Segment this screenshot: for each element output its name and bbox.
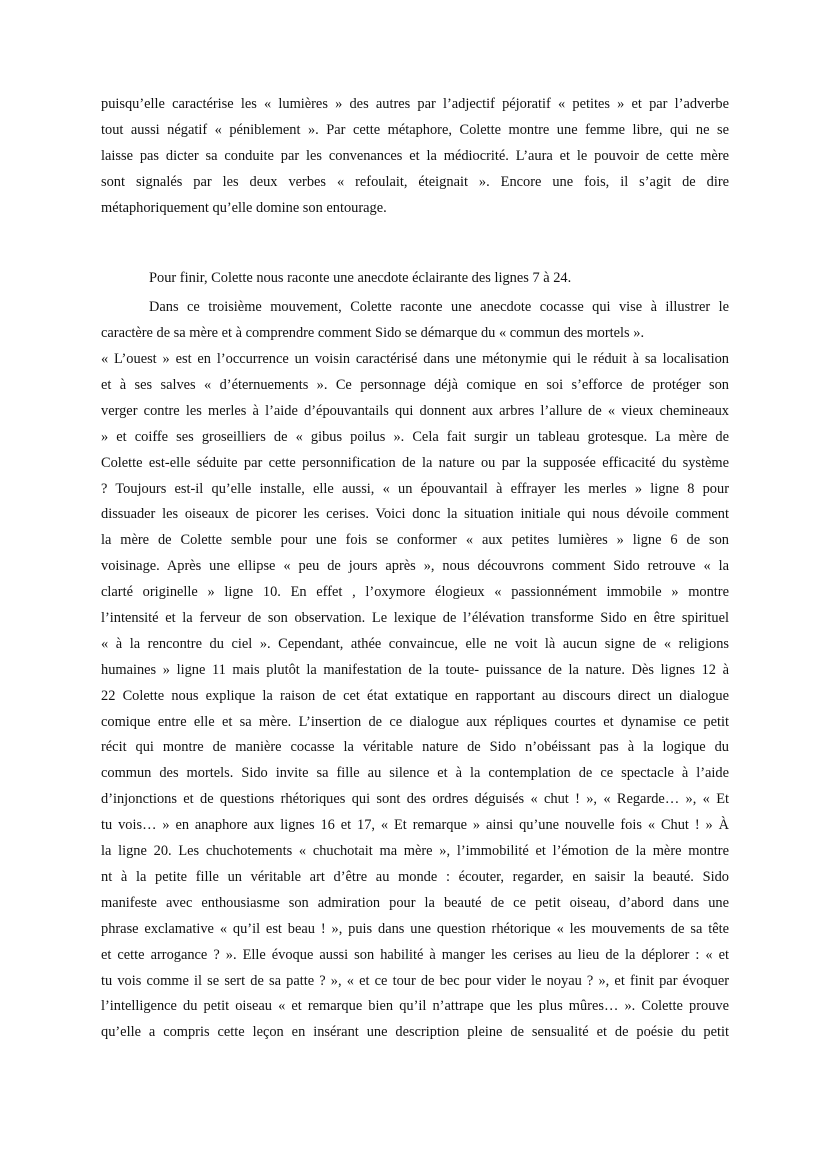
text-line: tu vois… » en anaphore aux lignes 16 et 17, « Et remarque » ainsi qu’une nouvelle fois « Chut ! » À xyxy=(101,817,729,834)
document-page xyxy=(101,92,729,1046)
text-line: puisqu’elle caractérise les « lumières » des autres par l’adjectif péjoratif « petites » et par l’adverbe xyxy=(101,96,729,112)
text-line: métaphoriquement qu’elle domine son entourage. xyxy=(101,199,387,216)
text-line: l’intelligence du petit oiseau « et remarque bien qu’il n’attrape que les plus mûres… ». Colette prouve xyxy=(101,998,729,1015)
paragraph-3 xyxy=(101,295,729,1046)
text-line: phrase exclamative « qu’il est beau ! », puis dans une question rhétorique « les mouvements de sa tête xyxy=(101,920,729,937)
text-line: et cette arrogance ? ». Elle évoque aussi son habilité à manger les cerises au lieu de la déplorer : « et xyxy=(101,946,729,963)
text-line: d’injonctions et de questions rhétoriques qui sont des ordres déguisés « chut ! », « Regarde… », « Et xyxy=(101,791,729,808)
text-line: voisinage. Après une ellipse « peu de jours après », nous découvrons comment Sido retrouve « la xyxy=(101,558,729,575)
text-line: l’intensité et la ferveur de son observation. Le lexique de l’élévation transforme Sido en être spirituel xyxy=(101,610,729,627)
text-line: Colette est-elle séduite par cette personnification de la nature ou par la supposée efficacité du système xyxy=(101,454,729,471)
text-line: qu’elle a compris cette leçon en insérant une description pleine de sensualité et de poésie du petit xyxy=(101,1024,729,1041)
text-line: clarté originelle » ligne 10. En effet , l’oxymore élogieux « passionnément immobile » montre xyxy=(101,584,729,601)
text-line: humaines » ligne 11 mais plutôt la manifestation de la toute- puissance de la nature. Dès lignes 12 à xyxy=(101,661,729,678)
text-line: la mère de Colette semble pour une fois se conformer « aux petites lumières » ligne 6 de son xyxy=(101,532,729,549)
text-line: la ligne 20. Les chuchotements « chuchotait ma mère », l’immobilité et l’émotion de la mère montre xyxy=(101,843,729,860)
text-line: 22 Colette nous explique la raison de cet état extatique en rapportant au discours direct un dialogue xyxy=(101,687,729,704)
text-line: Dans ce troisième mouvement, Colette raconte une anecdote cocasse qui vise à illustrer le xyxy=(149,299,729,316)
text-line: ? Toujours est-il qu’elle installe, elle aussi, « un épouvantail à effrayer les merles » ligne 8 pour xyxy=(101,480,729,497)
text-line: sont signalés par les deux verbes « refoulait, éteignait ». Encore une fois, il s’agit de dire xyxy=(101,173,729,190)
text-line: Pour finir, Colette nous raconte une anecdote éclairante des lignes 7 à 24. xyxy=(149,270,572,287)
text-line: dissuader les oiseaux de picorer les cerises. Voici donc la situation initiale qui nous dévoile comment xyxy=(101,506,729,523)
text-line: » et coiffe ses groseilliers de « gibus poilus ». Cela fait surgir un tableau grotesque. La mère de xyxy=(101,428,729,445)
text-line: et à ses salves « d’éternuements ». Ce personnage déjà comique en soi s’efforce de protéger son xyxy=(101,377,729,394)
text-line: comique entre elle et sa mère. L’insertion de ce dialogue aux répliques courtes et dynamise ce petit xyxy=(101,713,729,730)
text-line: « à la rencontre du ciel ». Cependant, athée convaincue, elle ne voit là aucun signe de « religions xyxy=(101,635,729,652)
text-line: tu vois comme il se sert de sa patte ? », « et ce tour de bec pour vider le noyau ? », et finit par évoquer xyxy=(101,972,729,989)
paragraph-1 xyxy=(101,92,729,221)
text-line: « L’ouest » est en l’occurrence un voisin caractérisé dans une métonymie qui le réduit à sa localisation xyxy=(101,351,729,368)
text-line: verger contre les merles à l’aide d’épouvantails qui donnent aux arbres l’allure de « vieux chemineaux xyxy=(101,402,729,419)
text-line: tout aussi négatif « péniblement ». Par cette métaphore, Colette montre une femme libre, qui ne se xyxy=(101,121,729,138)
paragraph-2 xyxy=(101,266,729,292)
text-line: nt à la petite fille un véritable art d’être au monde : écouter, regarder, en saisir la beauté. Sido xyxy=(101,868,729,885)
text-line: récit qui montre de manière cocasse la véritable nature de Sido n’obéissant pas à la logique du xyxy=(101,739,729,756)
text-line: laisse pas dicter sa conduite par les convenances et la médiocrité. L’aura et le pouvoir de cette mère xyxy=(101,147,729,164)
text-line: caractère de sa mère et à comprendre comment Sido se démarque du « commun des mortels ». xyxy=(101,325,645,342)
text-line: manifeste avec enthousiasme son admiration pour la beauté de ce petit oiseau, d’abord dans une xyxy=(101,894,729,911)
text-line: commun des mortels. Sido invite sa fille au silence et à la contemplation de ce spectacle à l’aide xyxy=(101,765,729,782)
